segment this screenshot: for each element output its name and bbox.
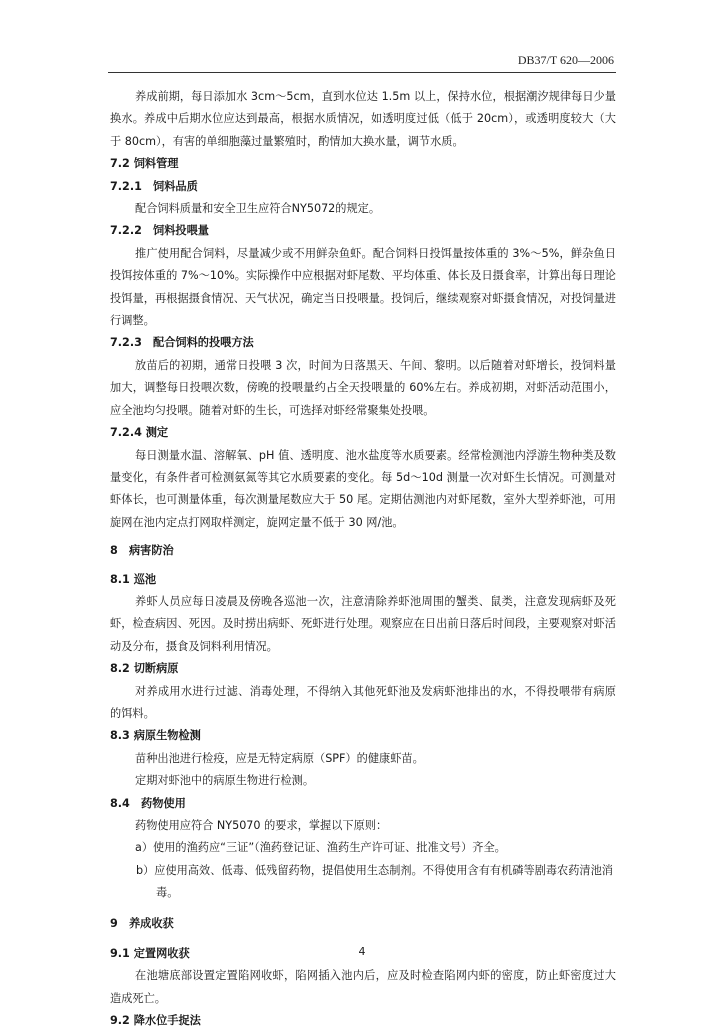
heading-9-2: 9.2 降水位手捉法 bbox=[110, 1014, 201, 1028]
document-code: DB37/T 620—2006 bbox=[517, 53, 614, 67]
paragraph-7-2-3: 放苗后的初期，通常日投喂 3 次，时间为日落黑天、午间、黎明。以后随着对虾增长，投饲料量加大，调整每日投喂次数，傍晚的投喂量约占全天投喂量的 60%左右。养成初期，对虾活动范围小，应全池均匀投喂。随着对虾的生长，可选择对虾经常聚集处投喂。 bbox=[110, 358, 616, 417]
paragraph-8-2: 对养成用水进行过滤、消毒处理，不得纳入其他死虾池及发病虾池排出的水，不得投喂带有病原的饵料。 bbox=[110, 684, 616, 720]
paragraph-8-3-a: 苗种出池进行检疫，应是无特定病原（SPF）的健康虾苗。 bbox=[135, 751, 424, 765]
paragraph-8-3-b: 定期对虾池中的病原生物进行检测。 bbox=[135, 774, 315, 788]
heading-9: 9 养成收获 bbox=[110, 916, 174, 930]
paragraph-water-level: 养成前期，每日添加水 3cm～5cm，直到水位达 1.5m 以上，保持水位，根据潮汐规律每日少量换水。养成中后期水位应达到最高，根据水质情况，如透明度过低（低于 20cm），或透明度较大（大于 80cm），有害的单细胞藻过量繁殖时，酌情加大换水量，调节水质。 bbox=[110, 90, 616, 148]
heading-8: 8 病害防治 bbox=[110, 544, 174, 558]
heading-7-2: 7.2 饲料管理 bbox=[110, 157, 179, 171]
heading-7-2-1: 7.2.1 饲料品质 bbox=[110, 179, 198, 193]
paragraph-9-1: 在池塘底部设置定置陷网收虾，陷网插入池内后，应及时检查陷网内虾的密度，防止虾密度过大造成死亡。 bbox=[110, 969, 616, 1005]
heading-7-2-4: 7.2.4 测定 bbox=[110, 426, 169, 440]
list-item-b: b）应使用高效、低毒、低残留药物，提倡使用生态制剂。不得使用含有有机磷等剧毒农药清池消毒。 bbox=[136, 863, 613, 900]
heading-8-3: 8.3 病原生物检测 bbox=[110, 729, 201, 743]
document-body bbox=[110, 86, 616, 1033]
paragraph-7-2-4: 每日测量水温、溶解氧、pH 值、透明度、池水盐度等水质要素。经常检测池内浮游生物种类及数量变化，有条件者可检测氨氮等其它水质要素的变化。每 5d～10d 测量一次对虾生长情况。可测量对虾体长，也可测量体重，每次测量尾数应大于 50 尾。定期估测池内对虾尾数，室外大型养虾池，可用旋网在池内定点打网取样测定，旋网定量不低于 30 网/池。 bbox=[110, 448, 616, 529]
heading-7-2-2: 7.2.2 饲料投喂量 bbox=[110, 224, 209, 238]
paragraph-7-2-2: 推广使用配合饲料，尽量减少或不用鲜杂鱼虾。配合饲料日投饵量按体重的 3%～5%，鲜杂鱼日投饵按体重的 7%～10%。实际操作中应根据对虾尾数、平均体重、体长及日摄食率，计算出每日理论投饵量，再根据摄食情况、天气状况，确定当日投喂量。投饲后，继续观察对虾摄食情况，对投饲量进行调整。 bbox=[110, 246, 616, 328]
heading-8-4: 8.4 药物使用 bbox=[110, 796, 186, 810]
paragraph-8-4: 药物使用应符合 NY5070 的要求，掌握以下原则： bbox=[135, 819, 388, 832]
paragraph-8-1: 养虾人员应每日凌晨及傍晚各巡池一次，注意清除养虾池周围的蟹类、鼠类，注意发现病虾及死虾，检查病因、死因。及时捞出病虾、死虾进行处理。观察应在日出前日落后时间段，主要观察对虾活动及分布，摄食及饲料利用情况。 bbox=[110, 594, 616, 653]
header-rule bbox=[108, 72, 616, 73]
heading-9-1: 9.1 定置网收获 bbox=[110, 947, 190, 961]
heading-8-2: 8.2 切断病原 bbox=[110, 662, 179, 676]
heading-7-2-3: 7.2.3 配合饲料的投喂方法 bbox=[110, 336, 254, 350]
heading-8-1: 8.1 巡池 bbox=[110, 572, 157, 586]
page-number: 4 bbox=[358, 945, 366, 958]
paragraph-7-2-1: 配合饲料质量和安全卫生应符合NY5072的规定。 bbox=[135, 202, 381, 216]
list-item-a: a）使用的渔药应“三证”（渔药登记证、渔药生产许可证、批准文号）齐全。 bbox=[135, 841, 506, 855]
